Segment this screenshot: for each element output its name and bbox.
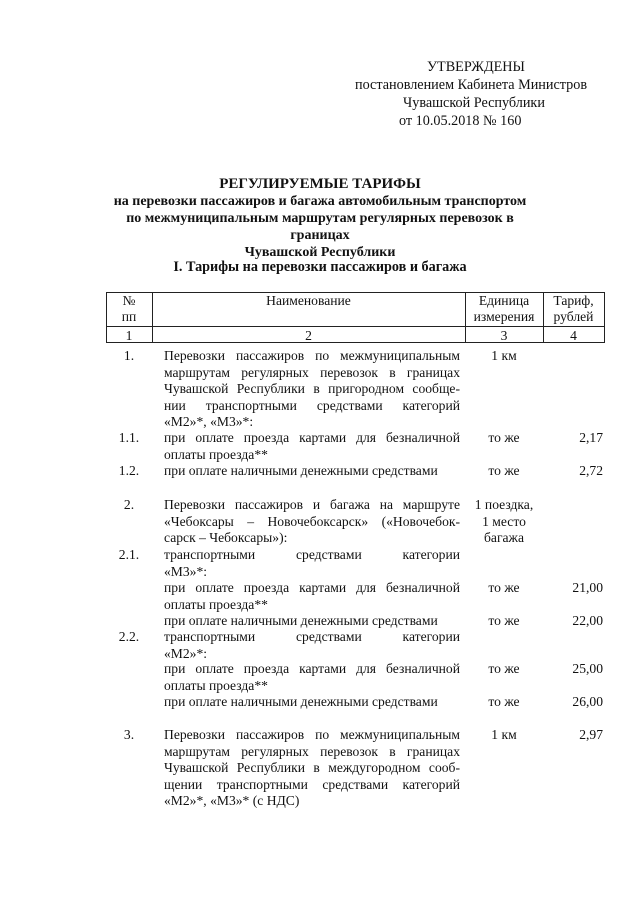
row-name (164, 661, 460, 694)
subtitle-line-2: по межмуниципальным маршрутам регулярных перевозок в границах (126, 211, 514, 243)
subtitle-line-3: Чувашской Республики (244, 245, 396, 260)
header-unit (465, 293, 543, 325)
row-name (164, 547, 460, 580)
row-name-line: сарск – Чебоксары»): (164, 530, 288, 545)
row-name (164, 629, 460, 662)
document-subtitle (100, 193, 540, 261)
row-number: 2.2. (118, 629, 140, 644)
row-name-line: при оплате наличными денежными средствами (164, 613, 438, 628)
row-name (164, 727, 460, 810)
column-number-3: 3 (500, 328, 508, 343)
row-number: 1.2. (118, 463, 140, 478)
row-name-line: при оплате наличными денежными средствами (164, 694, 438, 709)
header-price-line-2: рублей (553, 309, 594, 324)
row-name-line: Перевозки пассажиров по межмуниципальным (164, 727, 460, 742)
row-number: 2.1. (118, 547, 140, 562)
row-name-line: оплаты проезда** (164, 596, 268, 612)
row-name-line: оплаты проезда** (164, 677, 268, 693)
row-name-line: Чувашской Республики в междугородном сооб- (164, 760, 460, 775)
table-right-border (604, 292, 605, 343)
row-name (164, 497, 460, 547)
row-unit: то же (488, 613, 520, 628)
row-name-line: оплаты проезда** (164, 446, 268, 462)
row-price: 2,97 (579, 727, 603, 742)
row-unit (465, 497, 543, 547)
header-price-line-1: Тариф, (553, 293, 594, 308)
header-price (543, 293, 604, 325)
row-name-line: «М3»*: (164, 563, 208, 579)
row-name-line: нии транспортными средствами категорий (164, 397, 460, 413)
header-number-line-1: № (122, 293, 136, 308)
row-name (164, 348, 460, 431)
row-name-line: Чувашской Республики в пригородном сообще- (164, 381, 460, 396)
header-unit-line-1: Единица (478, 293, 530, 308)
header-number (106, 293, 152, 325)
row-name (164, 580, 460, 613)
column-number-2: 2 (305, 328, 312, 343)
row-name (164, 694, 460, 711)
row-name-line: транспортными средствами категории (164, 629, 460, 644)
row-price: 25,00 (572, 661, 603, 676)
column-number-1: 1 (125, 328, 133, 343)
document-title: РЕГУЛИРУЕМЫЕ ТАРИФЫ (219, 176, 421, 192)
row-unit: то же (488, 661, 520, 676)
row-unit: то же (488, 430, 520, 445)
row-price: 26,00 (572, 694, 603, 709)
subtitle-line-1: на перевозки пассажиров и багажа автомобильным транспортом (113, 194, 527, 209)
row-name-line: маршрутам регулярных перевозок в границах (164, 743, 460, 759)
row-name-line: «М2»*: (164, 645, 208, 661)
header-number-line-2: пп (121, 309, 137, 324)
row-name-line: щении транспортными средствами категорий (164, 776, 460, 792)
row-price: 2,17 (579, 430, 603, 445)
row-unit: то же (488, 580, 520, 595)
approval-block (355, 58, 605, 130)
row-name-line: Перевозки пассажиров и багажа на маршруте (164, 497, 460, 512)
approval-line-approved: УТВЕРЖДЕНЫ (427, 59, 525, 75)
row-unit: 1 км (491, 727, 517, 742)
row-name-line: «Чебоксары – Новочебоксарск» («Новочебок- (164, 513, 460, 529)
row-unit-line: 1 поездка, (474, 497, 534, 512)
row-name-line: при оплате проезда картами для безналичной (164, 430, 460, 445)
approval-line-decree: постановлением Кабинета Министров (355, 77, 588, 93)
row-name-line: транспортными средствами категории (164, 547, 460, 562)
row-name-line: при оплате проезда картами для безналичной (164, 661, 460, 676)
row-name-line: при оплате наличными денежными средствами (164, 463, 438, 478)
header-name: Наименование (266, 293, 351, 308)
row-unit: то же (488, 694, 520, 709)
row-name (164, 430, 460, 463)
column-number-4: 4 (570, 328, 577, 343)
row-unit-line: 1 место (482, 513, 526, 529)
row-name (164, 463, 460, 480)
row-name-line: «М2»*, «М3»* (с НДС) (164, 793, 300, 808)
header-divider (106, 326, 604, 327)
row-number: 2. (123, 497, 135, 512)
row-name (164, 613, 460, 630)
row-name-line: маршрутам регулярных перевозок в границах (164, 364, 460, 380)
row-unit-line: багажа (484, 530, 524, 545)
row-number: 1.1. (118, 430, 140, 445)
row-price: 21,00 (572, 580, 603, 595)
header-unit-line-2: измерения (473, 309, 535, 324)
row-unit: то же (488, 463, 520, 478)
row-price: 2,72 (579, 463, 603, 478)
approval-line-date: от 10.05.2018 № 160 (399, 113, 522, 129)
row-number: 3. (123, 727, 135, 742)
row-name-line: Перевозки пассажиров по межмуниципальным (164, 348, 460, 363)
row-unit: 1 км (491, 348, 517, 363)
row-name-line: «М2»*, «М3»*: (164, 414, 254, 429)
approval-line-republic: Чувашской Республики (403, 95, 545, 111)
row-name-line: при оплате проезда картами для безналичной (164, 580, 460, 595)
section-title: I. Тарифы на перевозки пассажиров и багажа (173, 259, 467, 275)
row-number: 1. (123, 348, 135, 363)
row-price: 22,00 (572, 613, 603, 628)
